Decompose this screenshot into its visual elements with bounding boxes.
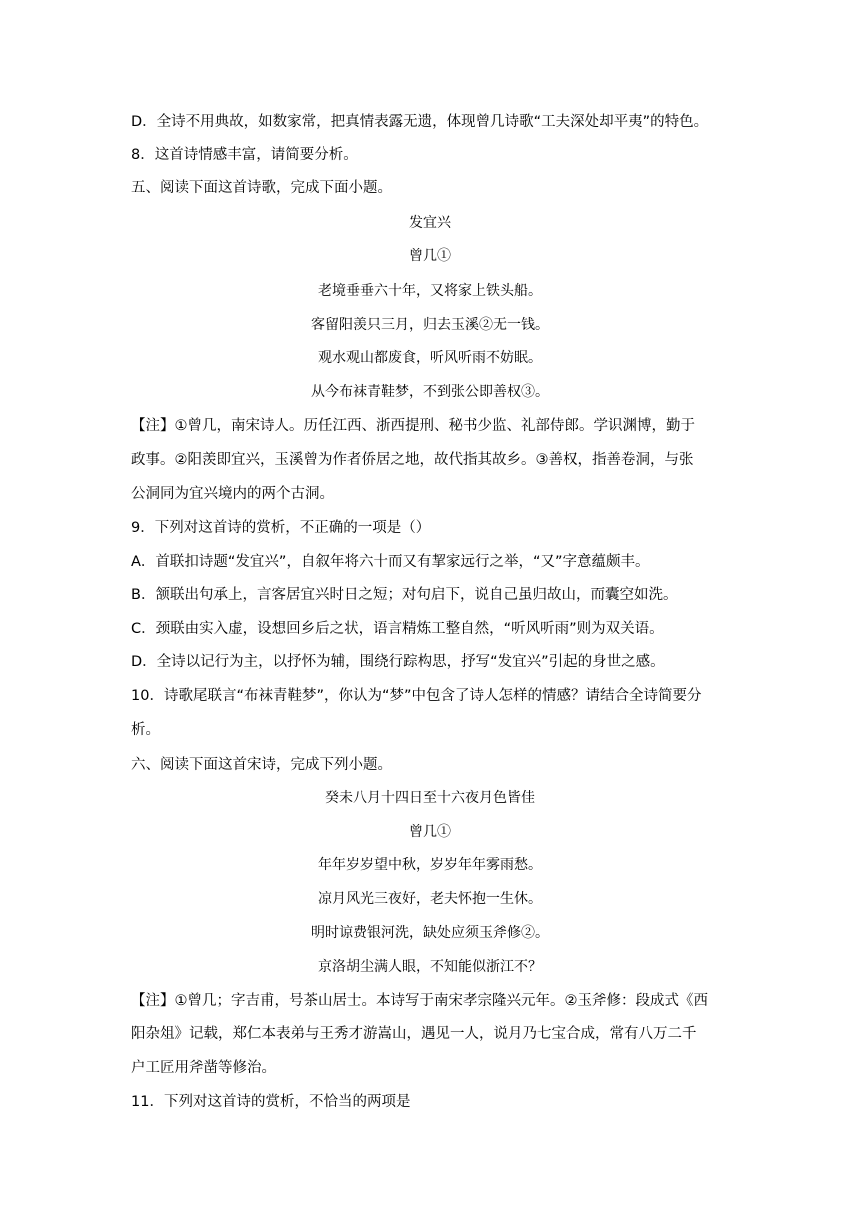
option-b-q9: B．颔联出句承上，言客居宜兴时日之短；对句启下，说自己虽归故山，而囊空如洗。 <box>131 587 678 603</box>
poem-2-line-3: 明时谅费银河洗，缺处应须玉斧修②。 <box>311 925 549 941</box>
note-2-line-1: 【注】①曾几；字吉甫，号茶山居士。本诗写于南宋孝宗隆兴元年。②玉斧修：段成式《西 <box>131 993 708 1009</box>
note-1-line-1: 【注】①曾几，南宋诗人。历任江西、浙西提刑、秘书少监、礼部侍郎。学识渊博，勤于 <box>131 418 695 434</box>
option-c-q9: C．颈联由实入虚，设想回乡后之状，语言精炼工整自然，“听风听雨”则为双关语。 <box>131 621 664 637</box>
poem-title-1: 发宜兴 <box>409 215 451 231</box>
note-1-line-2: 政事。②阳羡即宜兴，玉溪曾为作者侨居之地，故代指其故乡。③善权，指善卷洞，与张 <box>131 452 694 468</box>
poem-author-1: 曾几① <box>409 248 451 264</box>
question-9: 9．下列对这首诗的赏析，不正确的一项是（） <box>131 520 431 536</box>
note-2-line-2: 阳杂俎》记载，郑仁本表弟与王秀才游嵩山，遇见一人，说月乃七宝合成，常有八万二千 <box>131 1026 697 1042</box>
option-d-q9: D．全诗以记行为主，以抒怀为辅，围绕行踪构思，抒写“发宜兴”引起的身世之感。 <box>131 654 665 670</box>
option-d-q7: D．全诗不用典故，如数家常，把真情表露无遗，体现曾几诗歌“工夫深处却平夷”的特色。 <box>131 114 709 130</box>
poem-1-line-2: 客留阳羡只三月，归去玉溪②无一钱。 <box>311 317 549 333</box>
poem-2-line-2: 凉月风光三夜好，老夫怀抱一生休。 <box>318 891 542 907</box>
poem-1-line-1: 老境垂垂六十年，又将家上铁头船。 <box>318 283 542 299</box>
question-10-line-2: 析。 <box>131 722 160 738</box>
poem-1-line-4: 从今布袜青鞋梦，不到张公即善权③。 <box>311 384 549 400</box>
note-2-line-3: 户工匠用斧凿等修治。 <box>131 1060 276 1076</box>
poem-2-line-1: 年年岁岁望中秋，岁岁年年雾雨愁。 <box>318 857 542 873</box>
question-8: 8．这首诗情感丰富，请简要分析。 <box>131 147 358 163</box>
option-a-q9: A．首联扣诗题“发宜兴”，自叙年将六十而又有挈家远行之举，“又”字意蕴颇丰。 <box>131 554 650 570</box>
poem-author-2: 曾几① <box>409 824 451 840</box>
section-5-heading: 五、阅读下面这首诗歌，完成下面小题。 <box>131 180 392 196</box>
poem-1-line-3: 观水观山都废食，听风听雨不妨眠。 <box>318 350 542 366</box>
question-10-line-1: 10．诗歌尾联言“布袜青鞋梦”，你认为“梦”中包含了诗人怎样的情感？请结合全诗简要分 <box>131 688 702 704</box>
poem-title-2: 癸未八月十四日至十六夜月色皆佳 <box>325 790 535 806</box>
section-6-heading: 六、阅读下面这首宋诗，完成下列小题。 <box>131 757 392 773</box>
question-11: 11．下列对这首诗的赏析，不恰当的两项是 <box>131 1094 411 1110</box>
note-1-line-3: 公洞同为宜兴境内的两个古洞。 <box>131 486 334 502</box>
poem-2-line-4: 京洛胡尘满人眼，不知能似浙江不？ <box>318 959 542 975</box>
